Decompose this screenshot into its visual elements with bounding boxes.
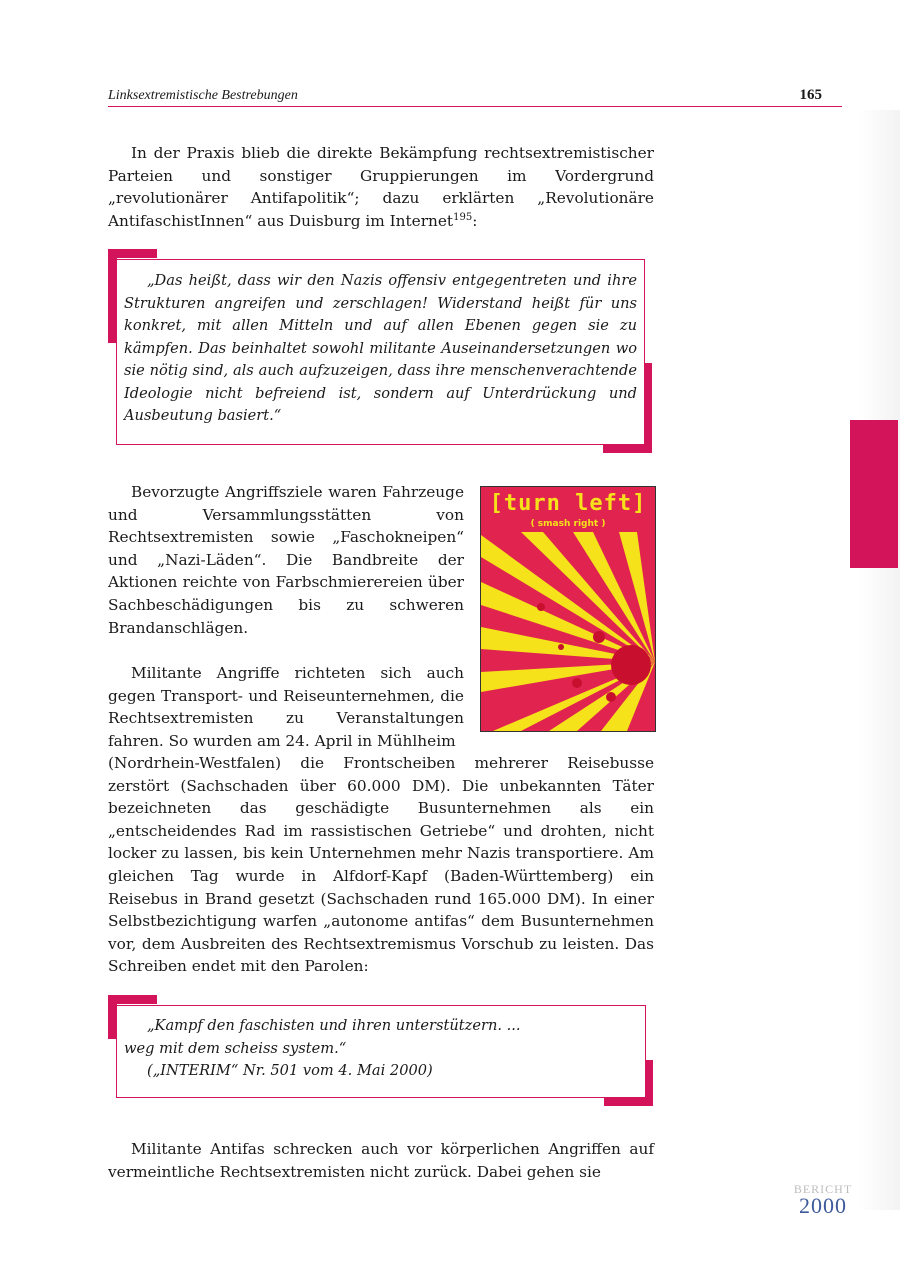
quote-2-accent-bottom: [604, 1097, 653, 1106]
page-edge-shadow: [858, 110, 900, 1210]
poster-title: [turn left]: [489, 491, 647, 516]
paragraph-4: Militante Antifas schrecken auch vor körperlichen Angriffen auf vermeintliche Rechtsextremisten nicht zurück. Dabei gehen sie: [108, 1140, 654, 1181]
quote-1-text: „Das heißt, dass wir den Nazis offensiv entgegentreten und ihre Strukturen angreifen und zerschlagen! Widerstand heißt für uns konkret, mit allen Mitteln und auf allen Ebenen gegen sie zu kämpfen. Das beinhaltet sowohl militante Auseinandersetzungen wo sie nötig sind, als auch aufzuzeigen, dass ihre menschenverachtende Ideologie nicht befreiend ist, sondern auf Unterdrückung und Ausbeutung basiert.“: [124, 272, 637, 424]
bericht-2000-logo: [788, 1182, 858, 1218]
paragraph-1-tail: :: [472, 211, 478, 230]
turn-left-poster: [480, 486, 656, 732]
running-header: [108, 86, 842, 107]
quote-2-source: („INTERIM“ Nr. 501 vom 4. Mai 2000): [147, 1062, 433, 1079]
quote-2-text: [124, 1015, 634, 1083]
chapter-tab-marker: [850, 420, 898, 568]
paragraph-1: [108, 142, 654, 232]
header-title: Linksextremistische Bestrebungen: [108, 88, 298, 103]
quote-1-accent-bottom: [603, 444, 652, 453]
paragraph-2: Bevorzugte Angriffsziele waren Fahrzeuge und Versammlungsstätten von Rechtsextremisten sowie „Faschokneipen“ und „Nazi-Läden“. Die Bandbreite der Aktionen reichte von Farbschmierereien über Sachbeschädigungen bis zu schweren Brandanschlägen.: [108, 483, 464, 637]
paragraph-1-text: In der Praxis blieb die direkte Bekämpfung rechtsextremistischer Parteien und sonstiger Gruppierungen im Vordergrund „revolutionärer Antifapolitik“; dazu erklärten „Revolutionäre AntifaschistInnen“ aus Duisburg im Internet: [108, 144, 654, 230]
quote-2-line-2: weg mit dem scheiss system.“: [124, 1039, 347, 1057]
page-number: 165: [799, 87, 822, 103]
poster-subtitle: ( smash right ): [530, 519, 606, 529]
logo-year: 2000: [799, 1193, 847, 1218]
footnote-ref[interactable]: 195: [453, 211, 473, 223]
logo-word: BERICHT: [793, 1182, 853, 1196]
paragraph-3: Militante Angriffe richteten sich auch gegen Transport- und Reiseunternehmen, die Rechtsextremisten zu Veranstaltungen fahren. So wurden am 24. April in Mühlheim: [108, 664, 464, 750]
quote-2-line-1: „Kampf den faschisten und ihren unterstützern. ...: [147, 1017, 521, 1034]
paragraph-3-continued: (Nordrhein-Westfalen) die Frontscheiben mehrerer Reisebusse zerstört (Sachschaden über 60.000 DM). Die unbekannten Täter bezeichneten das geschädigte Busunternehmen als ein „entscheidendes Rad im rassistischen Getriebe“ und drohten, nicht locker zu lassen, bis kein Unternehmen mehr Nazis transportiere. Am gleichen Tag wurde in Alfdorf-Kapf (Baden-Württemberg) ein Reisebus in Brand gesetzt (Sachschaden rund 165.000 DM). In einer Selbstbezichtigung warfen „autonome antifas“ dem Busunternehmen vor, dem Ausbreiten des Rechtsextremismus Vorschub zu leisten. Das Schreiben endet mit den Parolen:: [108, 754, 654, 976]
